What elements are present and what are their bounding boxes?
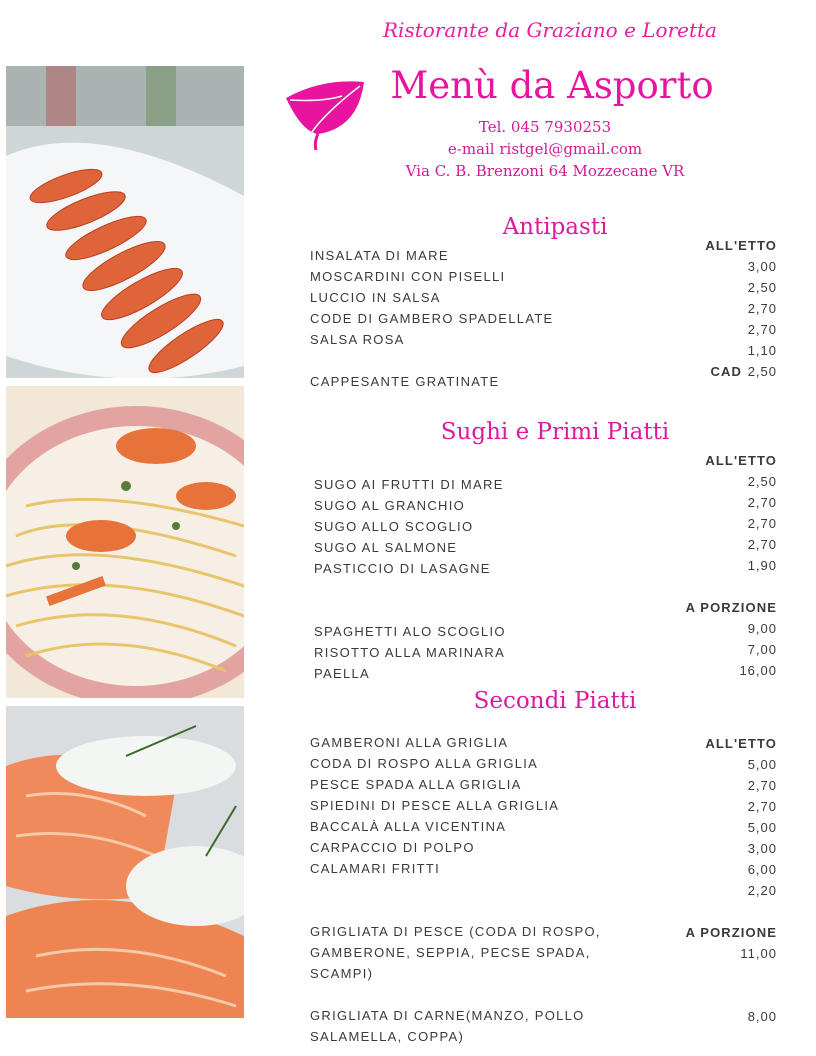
menu-item: PASTICCIO DI LASAGNE [314,561,491,576]
cad-label: CAD [710,364,742,379]
secondi-unit-label: ALL'ETTO [705,736,777,751]
item-price: 2,50 [747,474,777,489]
item-price: 2,50 [747,364,777,379]
menu-item: SUGO AL SALMONE [314,540,458,555]
item-price: 2,70 [747,516,777,531]
menu-item: CARPACCIO DI POLPO [310,840,475,855]
item-price: 2,70 [747,495,777,510]
restaurant-tagline: Ristorante da Graziano e Loretta [383,18,717,42]
menu-item: SUGO AL GRANCHIO [314,498,466,513]
item-price: 2,50 [747,280,777,295]
item-price: 2,70 [747,301,777,316]
item-price: 1,10 [747,343,777,358]
menu-item: LUCCIO IN SALSA [310,290,441,305]
shrimp-photo [6,66,244,378]
item-price: 2,70 [747,322,777,337]
salmon-photo [6,706,244,1018]
menu-item: SALSA ROSA [310,332,405,347]
item-price: 2,70 [747,537,777,552]
menu-item: CAPPESANTE GRATINATE [310,374,500,389]
menu-item: GAMBERONI ALLA GRIGLIA [310,735,509,750]
menu-item-grigliata-carne: GRIGLIATA DI CARNE(MANZO, POLLO SALAMELLA, COPPA) [310,1008,585,1044]
primi-portion-label: A PORZIONE [685,600,777,615]
item-price: 8,00 [747,1009,777,1024]
secondi-portion-label: A PORZIONE [685,925,777,940]
item-price: 5,00 [747,820,777,835]
item-price: 3,00 [747,841,777,856]
menu-item: SUGO ALLO SCOGLIO [314,519,474,534]
item-price: 16,00 [739,663,777,678]
menu-item: CALAMARI FRITTI [310,861,441,876]
section-title-antipasti: Antipasti [502,214,608,240]
item-price: 7,00 [747,642,777,657]
menu-item: INSALATA DI MARE [310,248,449,263]
item-price: 9,00 [747,621,777,636]
menu-item: SUGO AI FRUTTI DI MARE [314,477,504,492]
section-title-primi: Sughi e Primi Piatti [440,419,670,445]
menu-item: SPIEDINI DI PESCE ALLA GRIGLIA [310,798,560,813]
email-address: e-mail ristgel@gmail.com [447,140,643,158]
antipasti-unit-label: ALL'ETTO [705,238,777,253]
item-price: 5,00 [747,757,777,772]
menu-item: MOSCARDINI CON PISELLI [310,269,506,284]
item-price: 2,20 [747,883,777,898]
pink-leaf-icon [282,72,368,150]
item-price: 6,00 [747,862,777,877]
menu-item: BACCALÀ ALLA VICENTINA [310,819,507,834]
pasta-photo [6,386,244,698]
item-price: 11,00 [740,946,777,961]
menu-title: Menù da Asporto [390,64,714,107]
menu-item: CODA DI ROSPO ALLA GRIGLIA [310,756,539,771]
menu-item: SPAGHETTI ALO SCOGLIO [314,624,506,639]
street-address: Via C. B. Brenzoni 64 Mozzecane VR [405,162,685,180]
menu-item: CODE DI GAMBERO SPADELLATE [310,311,554,326]
item-price: 2,70 [747,799,777,814]
item-price: 3,00 [747,259,777,274]
menu-item-grigliata-pesce: GRIGLIATA DI PESCE (CODA DI ROSPO, GAMBERONE, SEPPIA, PECSE SPADA, SCAMPI) [310,924,601,981]
menu-item: PESCE SPADA ALLA GRIGLIA [310,777,522,792]
menu-item: PAELLA [314,666,370,681]
item-price: 2,70 [747,778,777,793]
section-title-secondi: Secondi Piatti [473,688,637,714]
primi-unit-label: ALL'ETTO [705,453,777,468]
menu-item: RISOTTO ALLA MARINARA [314,645,506,660]
phone-number: Tel. 045 7930253 [478,118,612,136]
item-price: 1,90 [747,558,777,573]
